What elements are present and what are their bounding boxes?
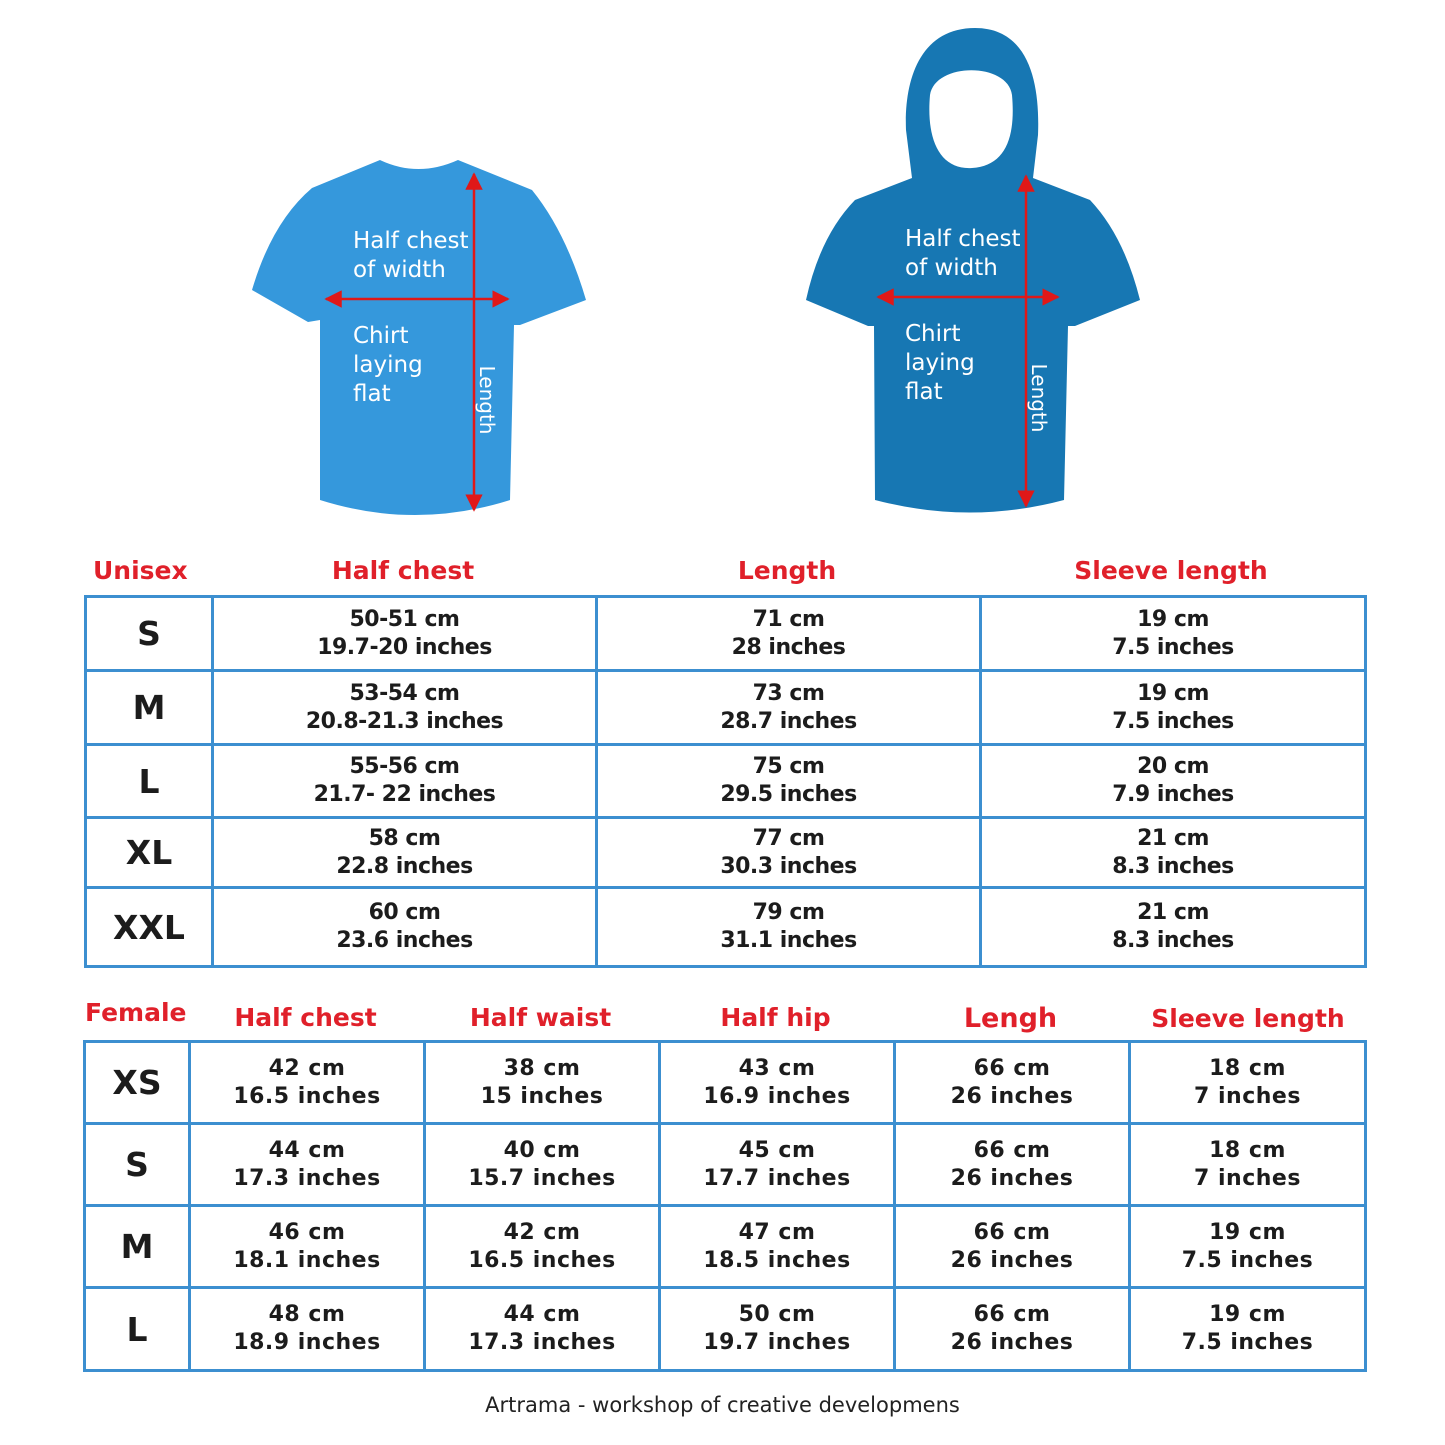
cm-value: 60 cm [368,900,441,925]
unisex-group-label: Unisex [93,556,188,585]
inch-value: 28 inches [731,634,846,660]
inch-value: 17.3 inches [233,1165,381,1191]
inch-value: 26 inches [950,1083,1074,1109]
sleeve-length-cell [981,745,1366,818]
hoodie-chest-label-line2: of width [905,255,998,281]
unisex-header-length: Length [737,556,837,585]
cm-value: 42 cm [503,1219,581,1245]
table-row [86,671,1366,745]
inch-value: 26 inches [950,1247,1074,1273]
half-waist-cell [425,1124,660,1206]
footer-credit: Artrama - workshop of creative developmens [485,1393,960,1417]
tshirt-flat-label-line3: flat [353,381,391,407]
cm-value: 50-51 cm [349,606,460,632]
sleeve-length-cell [1130,1206,1366,1288]
cm-value: 42 cm [268,1055,346,1081]
half-chest-cell [213,671,597,745]
female-size-table [83,1040,1367,1372]
cm-value: 40 cm [503,1137,581,1163]
inch-value: 7.5 inches [1181,1330,1314,1355]
size-label: S [86,597,213,671]
size-label: L [85,1288,190,1371]
size-label: XL [86,818,213,888]
unisex-header-sleeve-length: Sleeve length [1074,556,1268,585]
inch-value: 21.7- 22 inches [313,782,496,807]
table-row [85,1206,1366,1288]
cm-value: 55-56 cm [349,754,460,779]
sleeve-length-cell [981,818,1366,888]
cm-value: 44 cm [503,1302,581,1327]
tshirt-chest-label [353,227,469,285]
length-cell [597,597,981,671]
sleeve-length-cell [1130,1124,1366,1206]
unisex-header-half-chest: Half chest [331,556,475,585]
half-hip-cell [660,1124,895,1206]
cm-value: 20 cm [1137,754,1209,779]
cm-value: 19 cm [1209,1219,1286,1245]
inch-value: 16.5 inches [468,1247,616,1273]
half-hip-cell [660,1288,895,1371]
length-cell [895,1288,1130,1371]
hoodie-flat-label-line3: flat [905,379,943,405]
tshirt-chest-label-line2: of width [353,257,446,283]
half-chest-cell [213,745,597,818]
inch-value: 19.7-20 inches [317,634,492,660]
inch-value: 18.1 inches [233,1247,381,1273]
inch-value: 7.9 inches [1112,782,1234,807]
inch-value: 7 inches [1194,1083,1301,1109]
cm-value: 79 cm [752,900,825,925]
inch-value: 17.3 inches [468,1330,616,1355]
cm-value: 43 cm [738,1055,816,1081]
inch-value: 16.9 inches [703,1083,851,1109]
half-chest-cell [213,888,597,967]
cm-value: 46 cm [268,1219,346,1245]
length-cell [597,818,981,888]
half-chest-cell [190,1042,425,1124]
cm-value: 44 cm [268,1137,346,1163]
sleeve-length-cell [981,888,1366,967]
inch-value: 23.6 inches [336,928,473,953]
inch-value: 17.7 inches [703,1165,851,1191]
inch-value: 29.5 inches [720,782,857,807]
unisex-size-table [84,595,1367,968]
cm-value: 66 cm [973,1302,1051,1327]
half-chest-cell [213,818,597,888]
cm-value: 73 cm [752,680,825,706]
inch-value: 7.5 inches [1112,634,1234,660]
hoodie-chest-label [905,225,1021,283]
inch-value: 28.7 inches [720,708,857,734]
sleeve-length-cell [981,597,1366,671]
sleeve-length-cell [981,671,1366,745]
half-waist-cell [425,1042,660,1124]
hoodie-flat-label-line1: Chirt [905,321,961,347]
cm-value: 58 cm [368,825,441,851]
inch-value: 18.9 inches [233,1330,381,1355]
length-cell [597,745,981,818]
table-row [85,1124,1366,1206]
sleeve-length-cell [1130,1042,1366,1124]
inch-value: 31.1 inches [720,928,857,953]
cm-value: 50 cm [738,1302,816,1327]
sleeve-length-cell [1130,1288,1366,1371]
table-row [86,597,1366,671]
hoodie-flat-label-line2: laying [905,350,975,376]
garment-diagrams [0,0,1445,540]
tshirt-flat-label-line1: Chirt [353,323,409,349]
cm-value: 66 cm [973,1055,1051,1081]
half-chest-cell [190,1206,425,1288]
length-cell [597,671,981,745]
inch-value: 22.8 inches [336,853,473,879]
female-header-half-hip: Half hip [720,1003,831,1032]
table-row [86,818,1366,888]
inch-value: 15.7 inches [468,1165,616,1191]
table-row [86,888,1366,967]
length-cell [597,888,981,967]
inch-value: 15 inches [480,1083,604,1109]
length-cell [895,1206,1130,1288]
inch-value: 7.5 inches [1112,708,1234,734]
size-label: S [85,1124,190,1206]
cm-value: 53-54 cm [349,680,460,706]
half-hip-cell [660,1206,895,1288]
cm-value: 21 cm [1137,825,1209,851]
table-row [86,745,1366,818]
female-header-sleeve-length: Sleeve length [1151,1004,1345,1033]
cm-value: 47 cm [738,1219,816,1245]
inch-value: 30.3 inches [720,853,857,879]
tshirt-flat-label [353,322,423,409]
cm-value: 71 cm [752,606,825,632]
inch-value: 26 inches [950,1165,1074,1191]
cm-value: 77 cm [752,825,825,851]
size-label: L [86,745,213,818]
cm-value: 19 cm [1137,680,1209,706]
tshirt-chest-label-line1: Half chest [353,228,469,254]
cm-value: 38 cm [503,1055,581,1081]
length-cell [895,1042,1130,1124]
hoodie-flat-label [905,320,975,407]
cm-value: 66 cm [973,1219,1051,1245]
half-chest-cell [190,1124,425,1206]
female-header-length: Lengh [963,1003,1058,1034]
inch-value: 8.3 inches [1112,853,1234,879]
hoodie-chest-label-line1: Half chest [905,226,1021,252]
half-chest-cell [190,1288,425,1371]
inch-value: 20.8-21.3 inches [305,708,504,734]
half-waist-cell [425,1206,660,1288]
inch-value: 16.5 inches [233,1083,381,1109]
half-chest-cell [213,597,597,671]
cm-value: 19 cm [1137,606,1209,632]
size-label: M [86,671,213,745]
half-waist-cell [425,1288,660,1371]
cm-value: 48 cm [268,1302,346,1327]
table-row [85,1042,1366,1124]
cm-value: 21 cm [1137,900,1209,925]
cm-value: 66 cm [973,1137,1051,1163]
cm-value: 18 cm [1209,1055,1286,1081]
table-row [85,1288,1366,1371]
half-hip-cell [660,1042,895,1124]
size-label: XXL [86,888,213,967]
hoodie-length-label: Length [1027,363,1051,433]
length-cell [895,1124,1130,1206]
tshirt-length-label: Length [475,365,499,435]
inch-value: 19.7 inches [703,1330,851,1355]
cm-value: 18 cm [1209,1137,1286,1163]
female-header-half-waist: Half waist [469,1003,612,1032]
cm-value: 75 cm [752,754,825,779]
cm-value: 19 cm [1209,1302,1286,1327]
size-label: M [85,1206,190,1288]
cm-value: 45 cm [738,1137,816,1163]
female-group-label: Female [85,998,187,1027]
inch-value: 7 inches [1194,1165,1301,1191]
inch-value: 8.3 inches [1112,928,1234,953]
female-header-half-chest: Half chest [234,1003,377,1032]
inch-value: 18.5 inches [703,1247,851,1273]
size-label: XS [85,1042,190,1124]
tshirt-flat-label-line2: laying [353,352,423,378]
inch-value: 26 inches [950,1330,1074,1355]
inch-value: 7.5 inches [1181,1247,1314,1273]
